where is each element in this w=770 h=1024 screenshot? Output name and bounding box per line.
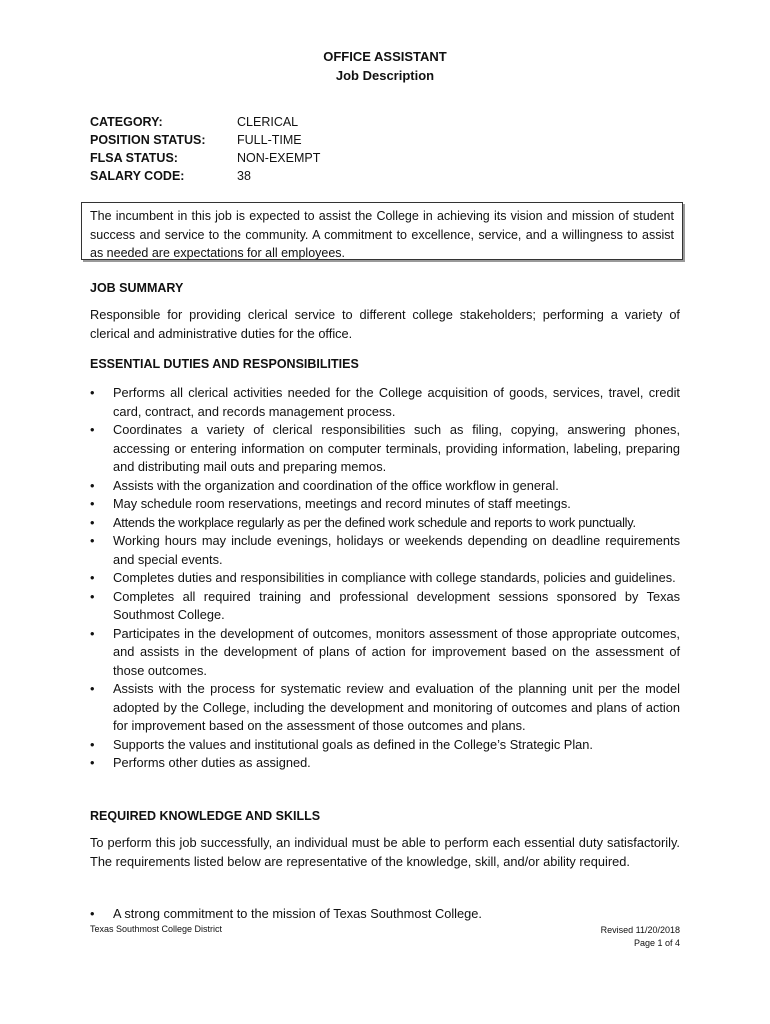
- knowledge-item-text: A strong commitment to the mission of Texas Southmost College.: [113, 906, 482, 921]
- info-value: FULL-TIME: [237, 133, 302, 147]
- knowledge-list: [90, 905, 680, 924]
- job-summary-text: Responsible for providing clerical service to different college stakeholders; performing a variety of clerical and administrative duties for the office.: [90, 307, 680, 341]
- duty-text: Assists with the process for systematic review and evaluation of the planning unit per the model adopted by the College, including the development and monitoring of outcomes and plans of action for improvement based on the assessment of those outcomes and plans.: [113, 681, 680, 733]
- list-item: [90, 680, 680, 736]
- bullet-icon: •: [90, 681, 95, 696]
- list-item: [90, 495, 680, 514]
- knowledge-text: To perform this job successfully, an individual must be able to perform each essential duty satisfactorily. The requirements listed below are representative of the knowledge, skill, and/or ability required.: [90, 835, 680, 869]
- footer-meta: [601, 924, 680, 950]
- bullet-icon: •: [90, 570, 95, 585]
- list-item: [90, 384, 680, 421]
- bullet-icon: •: [90, 496, 95, 511]
- bullet-icon: •: [90, 625, 95, 641]
- duty-text: Coordinates a variety of clerical responsibilities such as filing, copying, answering phones, accessing or entering information on computer terminals, providing information, labeling, preparing and distributing mail outs and preparing memos.: [113, 422, 680, 474]
- duty-text: Working hours may include evenings, holidays or weekends depending on deadline requirements and special events.: [113, 533, 680, 567]
- duty-text: Completes duties and responsibilities in compliance with college standards, policies and guidelines.: [113, 570, 676, 585]
- bullet-icon: •: [90, 755, 95, 770]
- knowledge-heading: REQUIRED KNOWLEDGE AND SKILLS: [90, 809, 321, 823]
- footer-page-number: Page 1 of 4: [633, 938, 680, 948]
- footer-organization: Texas Southmost College District: [90, 924, 223, 934]
- info-value: 38: [237, 169, 251, 183]
- info-label: POSITION STATUS:: [90, 133, 206, 147]
- list-item: [90, 477, 680, 496]
- bullet-icon: •: [90, 533, 95, 548]
- bullet-icon: •: [90, 906, 95, 921]
- list-item: [90, 514, 680, 533]
- list-item: [90, 625, 680, 681]
- duty-text: Participates in the development of outcomes, monitors assessment of those appropriate outcomes, and assists in the development of plans of action for improvement based on the assessment of those outcomes.: [113, 625, 680, 678]
- duties-heading: ESSENTIAL DUTIES AND RESPONSIBILITIES: [90, 357, 359, 371]
- duties-list: [90, 384, 680, 773]
- info-label: CATEGORY:: [90, 115, 163, 129]
- bullet-icon: •: [90, 514, 95, 530]
- mission-statement-box: The incumbent in this job is expected to assist the College in achieving its vision and mission of student success and service to the community. A commitment to excellence, service, and a willingness to assist as needed are expectations for all employees.: [81, 202, 683, 260]
- info-label: FLSA STATUS:: [90, 151, 178, 165]
- duty-text: Assists with the organization and coordination of the office workflow in general.: [113, 477, 559, 493]
- list-item: [90, 736, 680, 755]
- bullet-icon: •: [90, 385, 95, 400]
- job-summary-heading: JOB SUMMARY: [90, 281, 184, 295]
- list-item: [90, 588, 680, 625]
- list-item: [90, 754, 680, 773]
- duty-text: May schedule room reservations, meetings and record minutes of staff meetings.: [113, 496, 571, 511]
- info-value: CLERICAL: [237, 115, 299, 129]
- duty-text: Completes all required training and professional development sessions sponsored by Texas Southmost College.: [113, 588, 680, 622]
- duty-text: Supports the values and institutional goals as defined in the College’s Strategic Plan.: [113, 736, 593, 752]
- footer-revised-date: Revised 11/20/2018: [600, 925, 680, 935]
- list-item: [90, 532, 680, 569]
- list-item: [90, 905, 680, 924]
- info-value: NON-EXEMPT: [237, 151, 321, 165]
- bullet-icon: •: [90, 736, 95, 752]
- list-item: [90, 569, 680, 588]
- duty-text: Performs all clerical activities needed for the College acquisition of goods, services, travel, credit card, contract, and records management process.: [113, 385, 680, 419]
- document-title: OFFICE ASSISTANT: [323, 49, 447, 64]
- document-subtitle: Job Description: [335, 68, 435, 83]
- list-item: [90, 421, 680, 477]
- duty-text: Performs other duties as assigned.: [113, 755, 311, 770]
- bullet-icon: •: [90, 588, 95, 604]
- bullet-icon: •: [90, 422, 95, 437]
- info-label: SALARY CODE:: [90, 169, 185, 183]
- bullet-icon: •: [90, 477, 95, 493]
- duty-text: Attends the workplace regularly as per the defined work schedule and reports to work punctually.: [113, 514, 636, 530]
